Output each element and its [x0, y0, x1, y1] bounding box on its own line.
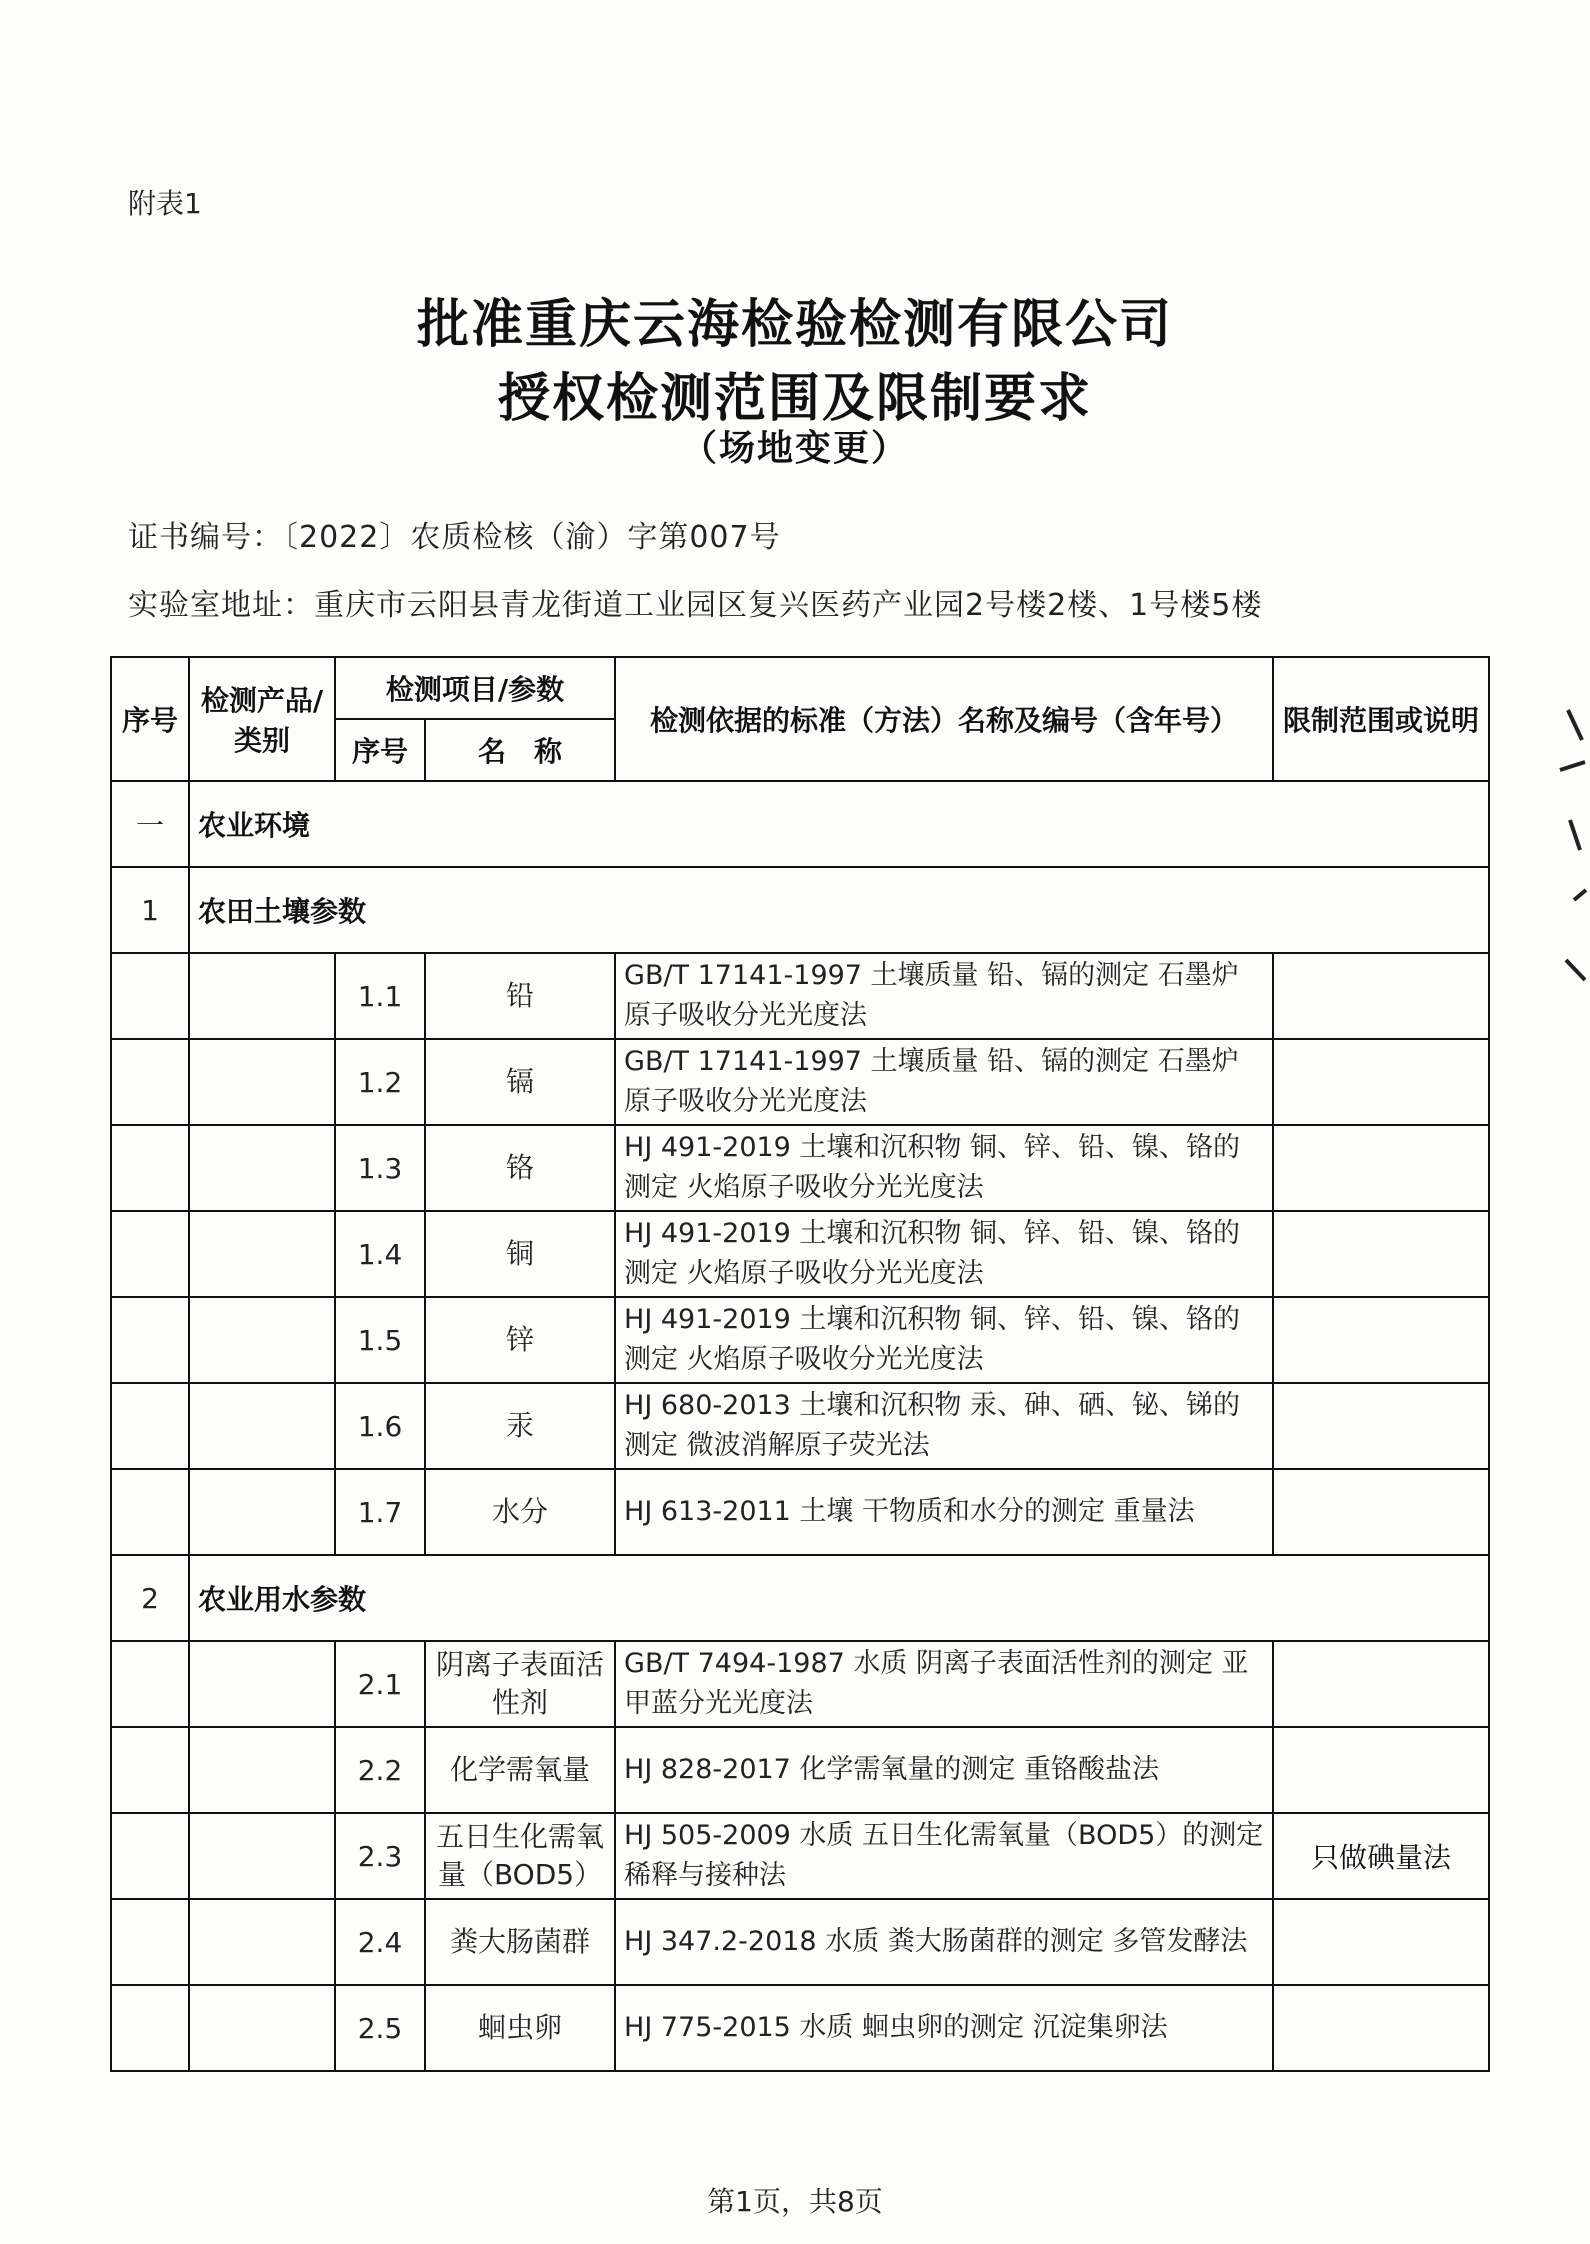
cell-seq: [111, 1297, 189, 1383]
table-row: [111, 1813, 1489, 1899]
item-limit: [1273, 1899, 1489, 1985]
item-limit: [1273, 1383, 1489, 1469]
item-limit: [1273, 953, 1489, 1039]
item-limit: [1273, 1469, 1489, 1555]
item-seq: 1.7: [335, 1469, 425, 1555]
item-standard: GB/T 17141-1997 土壤质量 铅、镉的测定 石墨炉原子吸收分光光度法: [615, 953, 1273, 1039]
section-row: [111, 1555, 1489, 1641]
cell-product: [189, 1125, 335, 1211]
item-seq: 2.1: [335, 1641, 425, 1727]
section-number: 一: [111, 781, 189, 867]
cell-product: [189, 1985, 335, 2071]
page-footer: 第1页，共8页: [707, 2185, 883, 2218]
table-row: [111, 1469, 1489, 1555]
cell-product: [189, 1641, 335, 1727]
item-standard: HJ 505-2009 水质 五日生化需氧量（BOD5）的测定 稀释与接种法: [615, 1813, 1273, 1899]
item-name: 蛔虫卵: [425, 1985, 615, 2071]
item-standard: HJ 491-2019 土壤和沉积物 铜、锌、铅、镍、铬的测定 火焰原子吸收分光光度法: [615, 1125, 1273, 1211]
section-number: 2: [111, 1555, 189, 1641]
item-standard: HJ 775-2015 水质 蛔虫卵的测定 沉淀集卵法: [615, 1985, 1273, 2071]
header-limit: 限制范围或说明: [1273, 657, 1489, 781]
table-row: [111, 1985, 1489, 2071]
item-limit: [1273, 1727, 1489, 1813]
cell-seq: [111, 1125, 189, 1211]
table-row: [111, 953, 1489, 1039]
item-seq: 2.5: [335, 1985, 425, 2071]
item-name: 镉: [425, 1039, 615, 1125]
item-standard: HJ 347.2-2018 水质 粪大肠菌群的测定 多管发酵法: [615, 1899, 1273, 1985]
item-name: 粪大肠菌群: [425, 1899, 615, 1985]
header-product: 检测产品/类别: [189, 657, 335, 781]
title-line-2: 授权检测范围及限制要求: [497, 369, 1092, 429]
cell-product: [189, 953, 335, 1039]
item-seq: 1.6: [335, 1383, 425, 1469]
table-body: [111, 781, 1489, 2071]
item-limit: 只做碘量法: [1273, 1813, 1489, 1899]
item-name: 锌: [425, 1297, 615, 1383]
header-item-seq: 序号: [335, 719, 425, 781]
header-seq: 序号: [111, 657, 189, 781]
cell-seq: [111, 1985, 189, 2071]
cell-product: [189, 1297, 335, 1383]
item-name: 阴离子表面活性剂: [425, 1641, 615, 1727]
item-seq: 2.2: [335, 1727, 425, 1813]
item-standard: GB/T 7494-1987 水质 阴离子表面活性剂的测定 亚甲蓝分光光度法: [615, 1641, 1273, 1727]
cell-product: [189, 1727, 335, 1813]
item-name: 五日生化需氧量（BOD5）: [425, 1813, 615, 1899]
item-limit: [1273, 1985, 1489, 2071]
cell-seq: [111, 1469, 189, 1555]
table-row: [111, 1125, 1489, 1211]
section-title: 农业环境: [189, 781, 1489, 867]
cell-seq: [111, 1813, 189, 1899]
cell-seq: [111, 1211, 189, 1297]
section-row: [111, 867, 1489, 953]
item-name: 化学需氧量: [425, 1727, 615, 1813]
table-row: [111, 1297, 1489, 1383]
item-name: 汞: [425, 1383, 615, 1469]
item-seq: 1.2: [335, 1039, 425, 1125]
scope-table: [110, 656, 1490, 2072]
table-row: [111, 1211, 1489, 1297]
item-seq: 1.5: [335, 1297, 425, 1383]
certificate-number: 证书编号：〔2022〕农质检核（渝）字第007号: [128, 520, 781, 555]
item-name: 铬: [425, 1125, 615, 1211]
header-item-group: 检测项目/参数: [335, 657, 615, 719]
header-standard: 检测依据的标准（方法）名称及编号（含年号）: [615, 657, 1273, 781]
cell-seq: [111, 1383, 189, 1469]
item-standard: HJ 828-2017 化学需氧量的测定 重铬酸盐法: [615, 1727, 1273, 1813]
item-seq: 2.4: [335, 1899, 425, 1985]
cell-product: [189, 1813, 335, 1899]
section-title: 农业用水参数: [189, 1555, 1489, 1641]
lab-address: 实验室地址：重庆市云阳县青龙街道工业园区复兴医药产业园2号楼2楼、1号楼5楼: [128, 588, 1263, 623]
item-limit: [1273, 1297, 1489, 1383]
title-line-1: 批准重庆云海检验检测有限公司: [416, 295, 1173, 355]
item-standard: HJ 613-2011 土壤 干物质和水分的测定 重量法: [615, 1469, 1273, 1555]
item-limit: [1273, 1641, 1489, 1727]
cell-seq: [111, 953, 189, 1039]
section-row: [111, 781, 1489, 867]
item-limit: [1273, 1039, 1489, 1125]
cell-seq: [111, 1899, 189, 1985]
table-row: [111, 1641, 1489, 1727]
item-seq: 1.3: [335, 1125, 425, 1211]
cell-product: [189, 1383, 335, 1469]
item-seq: 2.3: [335, 1813, 425, 1899]
cell-seq: [111, 1039, 189, 1125]
table-row: [111, 1899, 1489, 1985]
cell-product: [189, 1469, 335, 1555]
cell-product: [189, 1039, 335, 1125]
page-edge-marks: [1530, 700, 1590, 1060]
item-name: 铅: [425, 953, 615, 1039]
title-line-3: （场地变更）: [680, 428, 909, 469]
cell-seq: [111, 1641, 189, 1727]
section-title: 农田土壤参数: [189, 867, 1489, 953]
table-row: [111, 1727, 1489, 1813]
item-standard: HJ 680-2013 土壤和沉积物 汞、砷、硒、铋、锑的测定 微波消解原子荧光法: [615, 1383, 1273, 1469]
attachment-label: 附表1: [128, 187, 202, 220]
item-standard: HJ 491-2019 土壤和沉积物 铜、锌、铅、镍、铬的测定 火焰原子吸收分光光度法: [615, 1211, 1273, 1297]
cell-seq: [111, 1727, 189, 1813]
table-row: [111, 1039, 1489, 1125]
item-seq: 1.1: [335, 953, 425, 1039]
cell-product: [189, 1899, 335, 1985]
item-standard: GB/T 17141-1997 土壤质量 铅、镉的测定 石墨炉原子吸收分光光度法: [615, 1039, 1273, 1125]
item-limit: [1273, 1125, 1489, 1211]
item-name: 铜: [425, 1211, 615, 1297]
item-limit: [1273, 1211, 1489, 1297]
item-name: 水分: [425, 1469, 615, 1555]
header-item-name: 名 称: [425, 719, 615, 781]
item-seq: 1.4: [335, 1211, 425, 1297]
table-row: [111, 1383, 1489, 1469]
cell-product: [189, 1211, 335, 1297]
section-number: 1: [111, 867, 189, 953]
item-standard: HJ 491-2019 土壤和沉积物 铜、锌、铅、镍、铬的测定 火焰原子吸收分光光度法: [615, 1297, 1273, 1383]
